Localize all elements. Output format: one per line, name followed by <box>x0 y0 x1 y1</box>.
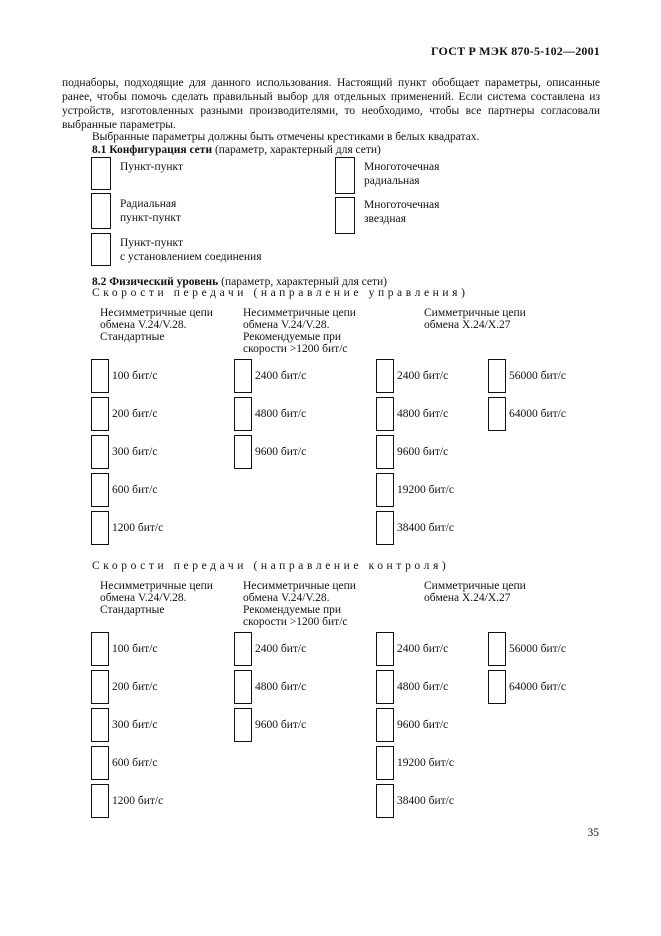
config-option-label <box>364 160 439 188</box>
rate-checkbox[interactable] <box>91 359 109 393</box>
rate-group-title: Скорости передачи (направление контроля) <box>92 560 450 572</box>
config-option-line: радиальная <box>364 175 420 187</box>
rate-checkbox[interactable] <box>376 511 394 545</box>
rate-label: 4800 бит/с <box>255 408 307 420</box>
rate-column-header-line: Рекомендуемые при <box>243 604 342 616</box>
config-option-line: звездная <box>364 213 406 225</box>
rate-checkbox[interactable] <box>488 632 506 666</box>
rate-checkbox[interactable] <box>234 435 252 469</box>
rate-checkbox[interactable] <box>91 435 109 469</box>
rate-label: 9600 бит/с <box>397 719 449 731</box>
rate-column-header-line: обмена V.24/V.28. <box>243 592 330 604</box>
rate-column-header <box>243 580 356 628</box>
rate-label: 100 бит/с <box>112 370 158 382</box>
rate-label: 600 бит/с <box>112 484 158 496</box>
rate-label: 38400 бит/с <box>397 795 454 807</box>
rate-checkbox[interactable] <box>376 435 394 469</box>
config-option-label <box>120 236 262 264</box>
rate-checkbox[interactable] <box>376 670 394 704</box>
instruction-text: Выбранные параметры должны быть отмечены крестиками в белых квадратах. <box>92 131 480 143</box>
rate-label: 9600 бит/с <box>255 719 307 731</box>
rate-column-header-line: скорости >1200 бит/с <box>243 343 348 355</box>
rate-checkbox[interactable] <box>488 359 506 393</box>
config-option-line: Пункт-пункт <box>120 237 184 249</box>
rate-label: 600 бит/с <box>112 757 158 769</box>
section-title: Конфигурация сети <box>109 144 213 156</box>
rate-checkbox[interactable] <box>91 397 109 431</box>
rate-label: 2400 бит/с <box>397 370 449 382</box>
rate-checkbox[interactable] <box>376 708 394 742</box>
rate-label: 9600 бит/с <box>397 446 449 458</box>
rate-label: 200 бит/с <box>112 681 158 693</box>
rate-checkbox[interactable] <box>234 359 252 393</box>
rate-checkbox[interactable] <box>91 670 109 704</box>
rate-checkbox[interactable] <box>234 670 252 704</box>
config-checkbox[interactable] <box>91 233 111 266</box>
rate-label: 64000 бит/с <box>509 681 566 693</box>
rate-column-header-line: Несимметричные цепи <box>100 307 213 319</box>
config-option-line: Многоточечная <box>364 161 440 173</box>
rate-label: 1200 бит/с <box>112 795 164 807</box>
rate-checkbox[interactable] <box>91 632 109 666</box>
rate-checkbox[interactable] <box>91 746 109 780</box>
config-checkbox[interactable] <box>91 157 111 190</box>
rate-label: 1200 бит/с <box>112 522 164 534</box>
rate-column-header-line: скорости >1200 бит/с <box>243 616 348 628</box>
rate-column-header-line: Стандартные <box>100 604 165 616</box>
rate-column-header <box>424 580 526 604</box>
rate-checkbox[interactable] <box>376 784 394 818</box>
rate-label: 4800 бит/с <box>397 681 449 693</box>
rate-checkbox[interactable] <box>91 511 109 545</box>
rate-label: 2400 бит/с <box>397 643 449 655</box>
rate-group-title: Скорости передачи (направление управления) <box>92 287 469 299</box>
rate-column-header-line: Несимметричные цепи <box>243 307 356 319</box>
config-option-label <box>120 160 183 174</box>
rate-label: 300 бит/с <box>112 719 158 731</box>
rate-checkbox[interactable] <box>234 397 252 431</box>
rate-label: 38400 бит/с <box>397 522 454 534</box>
rate-label: 300 бит/с <box>112 446 158 458</box>
rate-checkbox[interactable] <box>376 632 394 666</box>
config-option-line: Многоточечная <box>364 199 440 211</box>
rate-checkbox[interactable] <box>91 473 109 507</box>
rate-checkbox[interactable] <box>488 397 506 431</box>
rate-label: 100 бит/с <box>112 643 158 655</box>
rate-label: 64000 бит/с <box>509 408 566 420</box>
rate-label: 200 бит/с <box>112 408 158 420</box>
rate-label: 4800 бит/с <box>397 408 449 420</box>
rate-label: 2400 бит/с <box>255 370 307 382</box>
rate-column-header-line: обмена Х.24/Х.27 <box>424 319 511 331</box>
rate-column-header-line: Рекомендуемые при <box>243 331 342 343</box>
config-option-line: пункт-пункт <box>120 212 181 224</box>
rate-label: 2400 бит/с <box>255 643 307 655</box>
rate-label: 56000 бит/с <box>509 370 566 382</box>
rate-column-header <box>100 580 213 616</box>
config-checkbox[interactable] <box>91 193 111 229</box>
rate-column-header-line: обмена Х.24/Х.27 <box>424 592 511 604</box>
section-8-1-heading <box>92 143 381 157</box>
rate-label: 4800 бит/с <box>255 681 307 693</box>
rate-checkbox[interactable] <box>91 708 109 742</box>
rate-label: 9600 бит/с <box>255 446 307 458</box>
config-checkbox[interactable] <box>335 157 355 194</box>
rate-checkbox[interactable] <box>234 632 252 666</box>
section-note: (параметр, характерный для сети) <box>221 276 387 288</box>
rate-column-header-line: Стандартные <box>100 331 165 343</box>
config-option-label <box>120 197 181 225</box>
rate-checkbox[interactable] <box>488 670 506 704</box>
section-number: 8.1 <box>92 144 107 156</box>
config-checkbox[interactable] <box>335 197 355 234</box>
rate-label: 56000 бит/с <box>509 643 566 655</box>
rate-label: 19200 бит/с <box>397 757 454 769</box>
rate-checkbox[interactable] <box>234 708 252 742</box>
rate-column-header-line: обмена V.24/V.28. <box>243 319 330 331</box>
config-option-label <box>364 198 439 226</box>
config-option-line: с установлением соединения <box>120 251 262 263</box>
section-number: 8.2 <box>92 276 107 288</box>
rate-column-header-line: Симметричные цепи <box>424 307 526 319</box>
rate-column-header <box>424 307 526 331</box>
rate-checkbox[interactable] <box>376 397 394 431</box>
rate-column-header <box>243 307 356 355</box>
config-option-line: Радиальная <box>120 198 177 210</box>
rate-column-header <box>100 307 213 343</box>
rate-column-header-line: Несимметричные цепи <box>100 580 213 592</box>
intro-paragraph: поднаборы, подходящие для данного использования. Настоящий пункт обобщает параметры, описанные ранее, чтобы помочь сделать правильный выбор для отдельных применений. Если система составлена из устройств, изготовленных разными производителями, то необходимо, чтобы все партнеры согласовали выбранные параметры. <box>62 77 600 131</box>
page-number: 35 <box>587 827 599 839</box>
rate-checkbox[interactable] <box>376 473 394 507</box>
rate-label: 19200 бит/с <box>397 484 454 496</box>
rate-checkbox[interactable] <box>376 359 394 393</box>
rate-column-header-line: обмена V.24/V.28. <box>100 592 187 604</box>
config-option-line: Пункт-пункт <box>120 161 184 173</box>
section-note: (параметр, характерный для сети) <box>214 144 381 156</box>
rate-column-header-line: Симметричные цепи <box>424 580 526 592</box>
document-code: ГОСТ Р МЭК 870-5-102—2001 <box>431 44 600 58</box>
rate-column-header-line: обмена V.24/V.28. <box>100 319 187 331</box>
rate-checkbox[interactable] <box>376 746 394 780</box>
section-title: Физический уровень <box>109 276 219 288</box>
rate-checkbox[interactable] <box>91 784 109 818</box>
rate-column-header-line: Несимметричные цепи <box>243 580 356 592</box>
